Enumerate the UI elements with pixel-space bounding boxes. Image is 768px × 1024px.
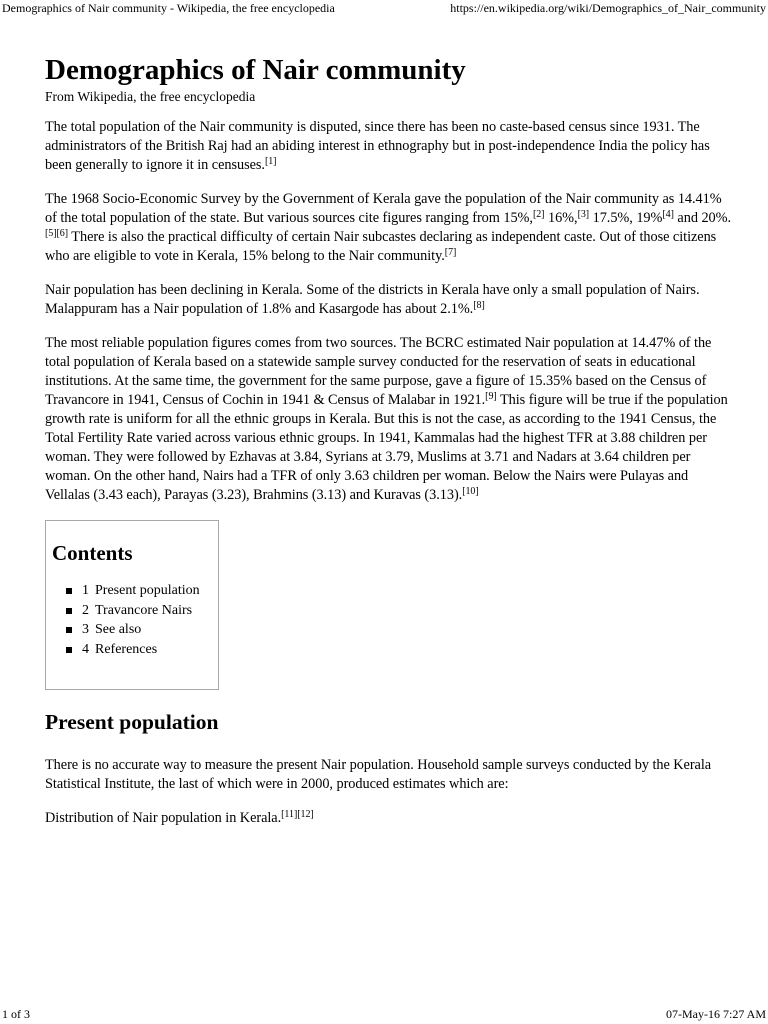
print-datetime: 07-May-16 7:27 AM (666, 1007, 766, 1021)
table-of-contents (45, 520, 219, 690)
reference-link[interactable]: [7] (444, 247, 457, 258)
toc-label[interactable]: References (95, 641, 158, 657)
reference-link[interactable]: [12] (297, 809, 314, 820)
toc-label[interactable]: See also (95, 622, 142, 637)
section-paragraph-1 (45, 756, 735, 794)
paragraph-text: The most reliable population figures comes from two sources. The BCRC estimated Nair population at 14.47% of the total population of Kerala based on a statewide sample survey conducted for the reservation of seats in educational institutions. At the same time, the government for the same purpose, gave a figure of 15.35% based on the Census of Travancore in 1941, Census of Cochin in 1941 & Census of Malabar in 1921. (45, 335, 712, 408)
paragraph-text: Distribution of Nair population in Kerala. (45, 810, 282, 826)
toc-item[interactable] (74, 581, 218, 601)
reference-link[interactable]: [10] (462, 486, 479, 497)
intro-paragraph-3 (45, 281, 735, 319)
paragraph-text: and 20%. (673, 210, 732, 226)
paragraph-text: Nair population has been declining in Kerala. Some of the districts in Kerala have only a small population of Nairs. Malappuram has a Nair population of 1.8% and Kasargode has about 2.1%. (45, 282, 700, 317)
section-paragraph-2 (45, 809, 735, 828)
toc-item[interactable] (74, 640, 218, 660)
reference-link[interactable]: [2] (532, 209, 545, 220)
toc-item[interactable] (74, 601, 218, 621)
paragraph-text: The 1968 Socio-Economic Survey by the Government of Kerala gave the population of the Nair community as 14.41% of the total population of the state. But various sources cite figures ranging from 15%, (45, 191, 722, 226)
intro-paragraph-2 (45, 190, 735, 266)
print-footer (0, 1006, 768, 1024)
bullet-icon (66, 608, 72, 614)
print-doc-title: Demographics of Nair community - Wikipedia, the free encyclopedia (2, 1, 335, 15)
reference-link[interactable]: [6] (56, 228, 69, 239)
intro-paragraph-1 (45, 118, 735, 175)
toc-number: 2 (82, 602, 89, 618)
paragraph-text: This figure will be true if the population growth rate is uniform for all the ethnic groups in Kerala. But this is not the case, as according to the 1941 Census, the Total Fertility Rate varied across various ethnic groups. In 1941, Kammalas had the highest TFR at 3.88 children per woman. They were followed by Ezhavas at 3.84, Syrians at 3.79, Muslims at 3.71 and Nadars at 3.64 children per woman. On the other hand, Nairs had a TFR of only 3.63 children per woman. Below the Nairs were Pulayas and Vellalas (3.43 each), Parayas (3.23), Brahmins (3.13) and Kuravas (3.13). (45, 392, 728, 503)
article-content (45, 52, 735, 843)
toc-label[interactable]: Travancore Nairs (95, 602, 193, 618)
reference-link[interactable]: [8] (473, 300, 485, 311)
bullet-icon (66, 627, 72, 633)
intro-paragraph-4 (45, 334, 735, 505)
reference-link[interactable]: [9] (485, 391, 497, 402)
bullet-icon (66, 647, 72, 653)
paragraph-text: There is no accurate way to measure the present Nair population. Household sample surveys conducted by the Kerala Statistical Institute, the last of which were in 2000, produced estimates which are: (45, 757, 712, 792)
print-url: https://en.wikipedia.org/wiki/Demographics_of_Nair_community (450, 1, 766, 15)
toc-number: 3 (82, 622, 89, 637)
page-number: 1 of 3 (2, 1007, 30, 1021)
toc-number: 1 (82, 583, 89, 598)
toc-title: Contents (52, 541, 133, 565)
tagline: From Wikipedia, the free encyclopedia (45, 89, 256, 104)
reference-link[interactable]: [3] (577, 209, 590, 220)
page-title: Demographics of Nair community (45, 54, 466, 86)
section-heading-present-population: Present population (45, 710, 219, 734)
toc-item[interactable] (74, 620, 218, 640)
paragraph-text: 16%, (544, 210, 578, 226)
paragraph-text: The total population of the Nair community is disputed, since there has been no caste-based census since 1931. The administrators of the British Raj had an abiding interest in ethnography but in post-independence India the policy has been generally to ignore it in censuses. (45, 119, 710, 173)
bullet-icon (66, 588, 72, 594)
toc-number: 4 (82, 641, 89, 657)
reference-link[interactable]: [5] (45, 228, 57, 239)
toc-label[interactable]: Present population (95, 583, 200, 598)
print-header (0, 0, 768, 18)
paragraph-text: 17.5%, 19% (589, 210, 663, 226)
reference-link[interactable]: [4] (662, 209, 674, 220)
paragraph-text: There is also the practical difficulty of certain Nair subcastes declaring as independent caste. Out of those citizens who are eligible to vote in Kerala, 15% belong to the Nair community. (45, 229, 717, 264)
toc-list (52, 581, 218, 659)
reference-link[interactable]: [1] (264, 156, 277, 167)
reference-link[interactable]: [11] (281, 809, 298, 820)
